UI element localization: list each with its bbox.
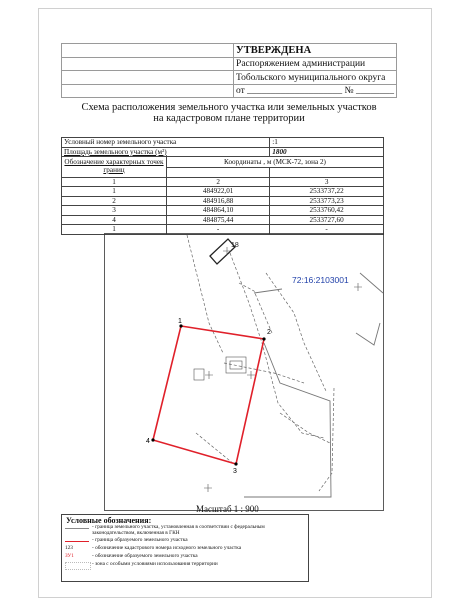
approval-line-1: Распоряжением администрации [234,57,397,71]
legend-text: - обозначение образуемого земельного участка [92,553,198,559]
table-row [62,215,384,225]
legend-symbol-gkn-boundary [65,528,89,529]
point-number: 1 [62,225,167,235]
point-y: 2533727,60 [270,215,384,225]
map-scale: Масштаб 1 : 900 [196,504,259,514]
legend-symbol-special-zone [65,562,91,570]
point-x: 484916,88 [167,196,270,206]
cond-number-value: :1 [270,138,384,148]
buildings [194,357,246,380]
vertex-label-2: 2 [267,329,271,336]
legend-title: Условные обозначения: [66,516,152,525]
coords-label: Координаты , м (МСК-72, зона 2) [167,157,384,168]
point-x: 484864,10 [167,206,270,216]
legend-text: - зона с особыми условиями использования территории [92,561,218,567]
legend-text: - граница земельного участка, установленная в соответствии с федеральным законодательством, включенная в ГКН [92,524,265,536]
vertex-label-3: 3 [233,468,237,475]
point-y: - [270,225,384,235]
point-y: 2533760,42 [270,206,384,216]
area-value: 1800 [270,147,384,157]
quarter-number: 72:16:2103001 [292,275,349,285]
vertex-2 [262,337,265,340]
col-number-1: 1 [62,177,167,187]
vertex-label-4: 4 [146,438,150,445]
col-number-3: 3 [270,177,384,187]
points-label: Обозначение характерных точек границ [62,157,167,178]
table-row [62,206,384,216]
vertex-4 [151,438,154,441]
point-y: 2533737,22 [270,187,384,197]
point-number: 1 [62,187,167,197]
existing-boundaries [187,235,334,491]
legend-symbol-cadastral-number: 123 [65,545,73,551]
approval-line-3: от ____________________ № ________ [234,84,397,98]
legend-text: - граница образуемого земельного участка [92,537,188,543]
legend [61,514,309,582]
point-x: 484922,01 [167,187,270,197]
point-number: 4 [62,215,167,225]
approval-line-2: Тобольского муниципального округа [234,71,397,85]
legend-text: - обозначение кадастрового номера исходного земельного участка [92,545,242,551]
cond-number-label: Условный номер земельного участка [62,138,270,148]
scheme-title-line-1: Схема расположения земельного участка или земельных участков [81,102,377,113]
col-number-2: 2 [167,177,270,187]
point-number: 2 [62,196,167,206]
point-y: 2533773,23 [270,196,384,206]
legend-symbol-new-parcel: ЗУ1 [65,553,74,559]
area-label: Площадь земельного участка (м²) [62,147,270,157]
approval-title: УТВЕРЖДЕНА [234,44,397,58]
parcel-info-table [61,137,384,235]
point-x: - [167,225,270,235]
point-number: 3 [62,206,167,216]
approval-stamp [61,43,397,98]
vertex-3 [234,462,237,465]
registered-parcel-lines [244,273,383,497]
vertex-label-1: 1 [178,318,182,325]
cadastral-map [104,233,384,511]
scheme-title-line-2: на кадастровом плане территории [153,113,305,124]
table-row [62,196,384,206]
table-row [62,187,384,197]
legend-symbol-new-boundary [65,541,89,542]
point-x: 484875,44 [167,215,270,225]
neighbor-label: 18 [231,242,239,249]
